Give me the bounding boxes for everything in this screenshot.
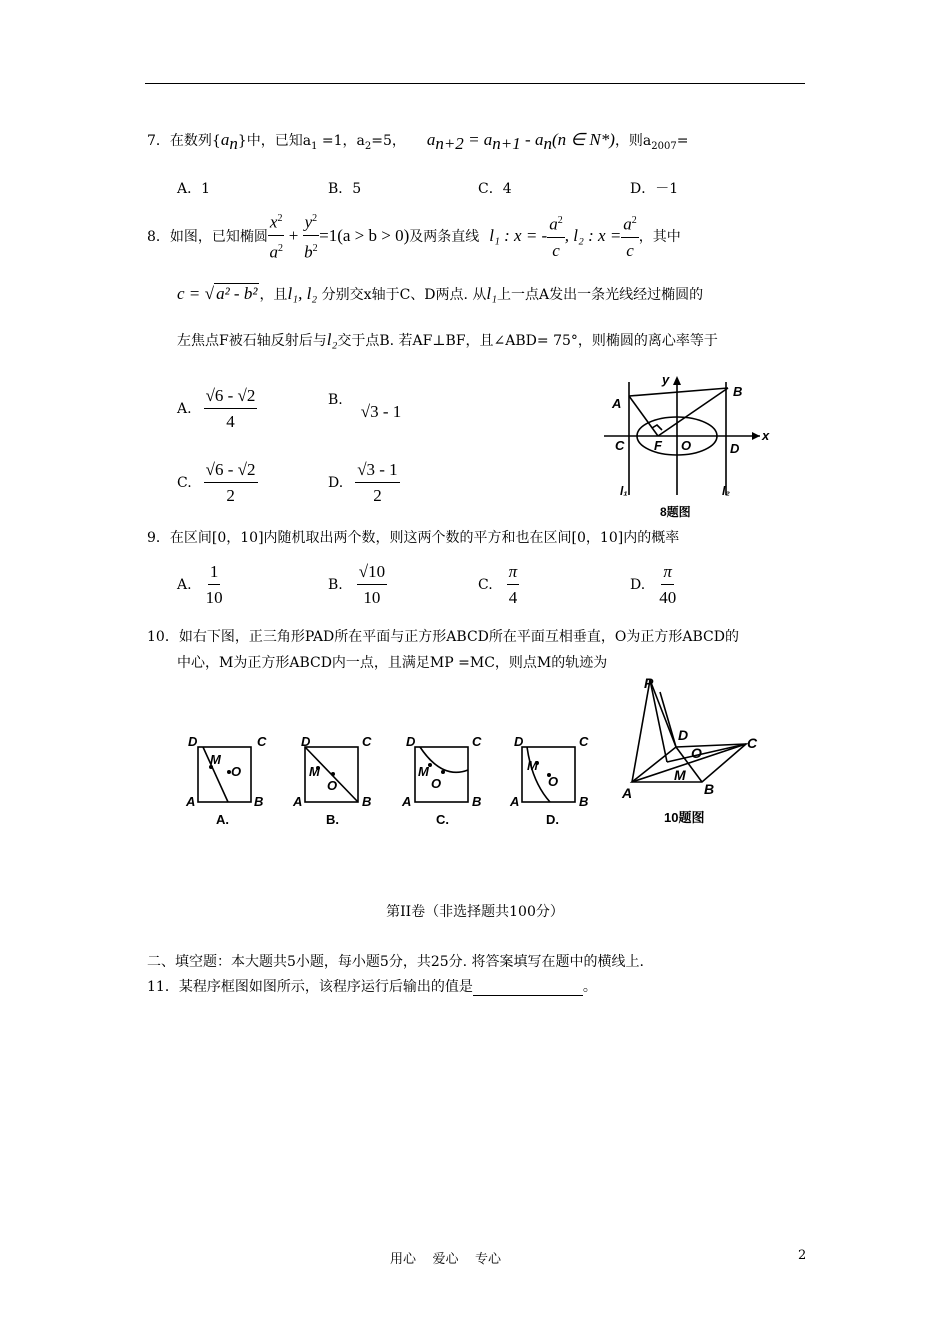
q8-option-d: D. $\frac{√3 - 1}{2}$ (328, 460, 398, 505)
panel-a-label-b: B (254, 794, 264, 809)
panel-c-caption: C. (436, 812, 449, 827)
panel-d-label-a: A (510, 794, 520, 809)
panel-a-caption: A. (216, 812, 229, 827)
q7-stem: 7．在数列$\{a_n\}$中，已知$a_1 =1$，$a_2=5$， $a_{n+2} = a_{n+1} - a_n(n$ ∈ N*)，则$a_{2007}=$ (147, 130, 689, 153)
q7-option-a: A．1 (177, 181, 211, 197)
q8-figure (600, 370, 775, 525)
q7-option-d: D．－1 (630, 181, 679, 197)
fig10-label-b: B (704, 781, 715, 797)
fig10-label-m: M (674, 767, 686, 783)
panel-c-label-a: A (402, 794, 412, 809)
fig8-label-d: D (730, 441, 740, 456)
panel-b-label-c: C (362, 734, 372, 749)
q9-option-c: C. $\frac{\pi}{4}$ (478, 562, 518, 607)
q8-stem-line1: 8．如图，已知椭圆 $\frac{x^2}{a^2}$ + $\frac{y^2}{b^2}$ =1(a > b > 0) 及两条直线 l₁ : x = - $\frac{a^2}{c}$ , l₂ : x = $\frac{a^2}{c}$ ，其中 (147, 208, 681, 264)
panel-b-label-o: O (327, 778, 338, 793)
header-rule (145, 83, 805, 84)
ellipse-x-term: $\frac{x^2}{a^2}$ (268, 209, 285, 262)
q9-option-d: D. $\frac{\pi}{40}$ (630, 562, 677, 607)
q8-stem-line3: 左焦点F被石轴反射后与l₂交于点B. 若AF⊥BF，且∠ABD= 75°，则椭圆的离心率等于 (177, 330, 718, 349)
fig8-label-f: F (654, 438, 662, 453)
panel-c-label-c: C (472, 734, 482, 749)
q7-option-b: B．5 (328, 181, 362, 197)
panel-c-label-m: M (418, 764, 429, 779)
panel-d-label-d: D (514, 734, 524, 749)
panel-b-label-b: B (362, 794, 372, 809)
ellipse-y-term: $\frac{y^2}{b^2}$ (303, 209, 320, 262)
q10-stem-line2: 中心，M为正方形ABCD内一点，且满足MP =MC，则点M的轨迹为 (177, 655, 608, 671)
fig8-label-x: x (762, 428, 770, 443)
panel-d-label-o: O (548, 774, 559, 789)
fig10-label-o: O (691, 745, 702, 761)
section2-title: 第II卷（非选择题共100分） (386, 904, 564, 920)
fig8-label-y: y (662, 372, 670, 387)
fig10-label-c: C (747, 735, 758, 751)
q9-option-a: A. $\frac{1}{10}$ (177, 562, 223, 607)
fig8-label-l2: l₂ (722, 484, 730, 498)
panel-d-label-m: M (527, 758, 538, 773)
panel-a-label-o: O (231, 764, 242, 779)
panel-d-caption: D. (546, 812, 559, 827)
panel-a-label-c: C (257, 734, 267, 749)
panel-d-label-c: C (579, 734, 589, 749)
panel-c-label-b: B (472, 794, 482, 809)
section2-intro: 二、填空题：本大题共5小题，每小题5分，共25分. 将答案填写在题中的横线上. (147, 954, 644, 970)
panel-b-caption: B. (326, 812, 339, 827)
fig8-label-b: B (733, 384, 743, 399)
q8-stem-line2: c = √ a² - b² ，且l₁, l₂ 分别交x轴于C、D两点. 从l₁上一点A发出一条光线经过椭圆的 (177, 284, 704, 303)
panel-b-label-m: M (309, 764, 320, 779)
q9-option-b: B. $\frac{√10}{10}$ (328, 562, 386, 607)
q7-option-c: C．4 (478, 181, 512, 197)
panel-b-label-d: D (301, 734, 311, 749)
q10-figure (180, 672, 780, 832)
q10-stem-line1: 10．如右下图，正三角形PAD所在平面与正方形ABCD所在平面互相垂直，O为正方形ABCD的 (147, 629, 739, 645)
q9-stem: 9．在区间[0，10]内随机取出两个数，则这两个数的平方和也在区间[0，10]内的概率 (147, 530, 680, 546)
fig8-caption: 8题图 (660, 505, 691, 519)
footer-motto: 用心 爱心 专心 (390, 1252, 502, 1267)
fig10-caption: 10题图 (664, 810, 705, 825)
fig8-label-l1: l₁ (620, 484, 628, 498)
q11-stem: 11．某程序框图如图所示，该程序运行后输出的值是 。 (147, 979, 597, 995)
fig10-label-d: D (678, 727, 689, 743)
panel-c-label-d: D (406, 734, 416, 749)
fig10-label-p: P (644, 675, 654, 691)
page-number: 2 (798, 1248, 807, 1263)
q8-option-c: C. $\frac{√6 - √2}{2}$ (177, 460, 256, 505)
panel-c-label-o: O (431, 776, 442, 791)
fig8-label-a: A (612, 396, 622, 411)
panel-d-label-b: B (579, 794, 589, 809)
fig10-label-a: A (622, 785, 633, 801)
q11-answer-blank[interactable] (473, 981, 583, 996)
panel-a-label-a: A (186, 794, 196, 809)
fig8-label-o: O (681, 438, 692, 453)
panel-a-label-m: M (210, 752, 221, 767)
panel-a-label-d: D (188, 734, 198, 749)
fig8-label-c: C (615, 438, 625, 453)
q8-option-a: A. $\frac{√6 - √2}{4}$ (177, 386, 256, 431)
panel-b-label-a: A (293, 794, 303, 809)
q8-option-b: B. √3 - 1 (328, 392, 402, 421)
